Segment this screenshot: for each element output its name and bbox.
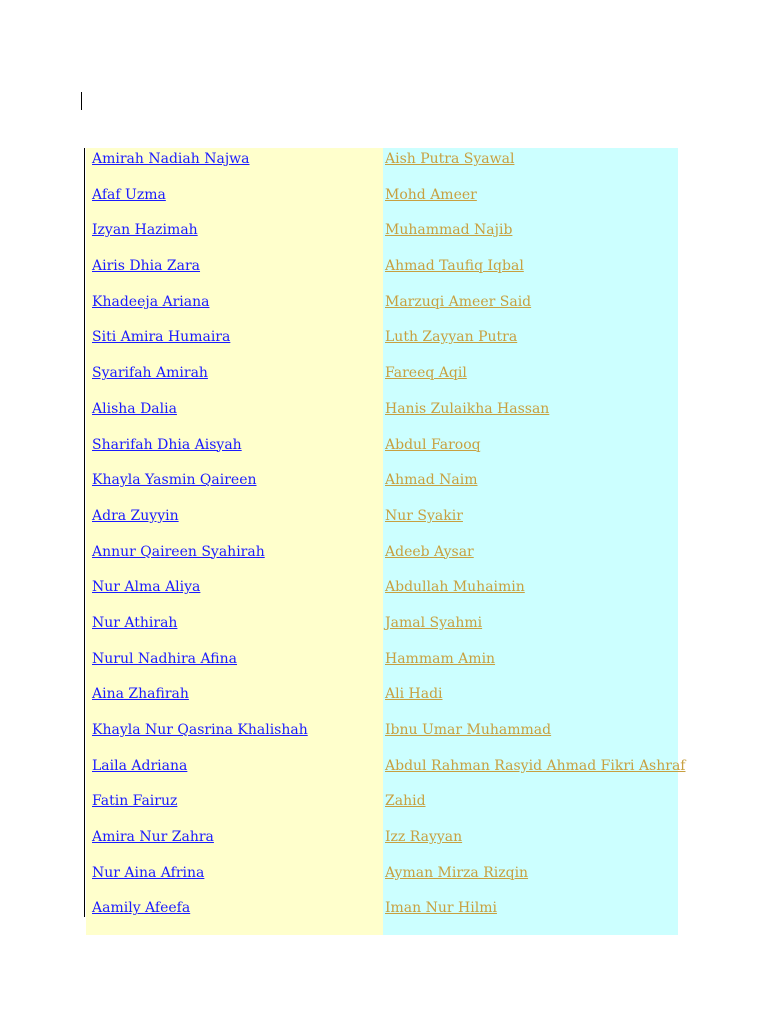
left-name-link[interactable]: Nur Athirah (92, 614, 178, 631)
right-name-cell (383, 543, 678, 579)
right-name-cell (383, 864, 678, 900)
right-name-link[interactable]: Fareeq Aqil (385, 365, 467, 382)
left-name-cell (86, 293, 383, 329)
left-name-cell (86, 685, 383, 721)
left-name-cell (86, 650, 383, 686)
left-name-link[interactable]: Afaf Uzma (92, 186, 166, 203)
right-name-cell (383, 257, 678, 293)
right-name-link[interactable]: Ayman Mirza Rizqin (385, 864, 529, 881)
left-name-link[interactable]: Nurul Nadhira Afina (92, 650, 238, 667)
right-name-cell (383, 828, 678, 864)
right-name-link[interactable]: Abdul Rahman Rasyid Ahmad Fikri Ashraf (385, 757, 686, 774)
left-name-link[interactable]: Khadeeja Ariana (92, 293, 210, 310)
right-name-cell (383, 685, 678, 721)
left-name-link[interactable]: Adra Zuyyin (92, 507, 179, 524)
left-name-cell (86, 899, 383, 935)
right-name-cell (383, 400, 678, 436)
left-name-link[interactable]: Siti Amira Humaira (92, 329, 231, 346)
right-name-cell (383, 471, 678, 507)
left-name-link[interactable]: Amira Nur Zahra (92, 829, 214, 846)
right-name-link[interactable]: Abdul Farooq (385, 436, 481, 453)
right-names-column (383, 148, 686, 935)
left-name-link[interactable]: Sharifah Dhia Aisyah (92, 436, 242, 453)
left-name-cell (86, 507, 383, 543)
right-name-cell (383, 578, 678, 614)
left-name-link[interactable]: Laila Adriana (92, 757, 188, 774)
right-name-link[interactable]: Mohd Ameer (385, 186, 477, 203)
left-name-link[interactable]: Izyan Hazimah (92, 222, 198, 239)
left-name-link[interactable]: Nur Alma Aliya (92, 579, 201, 596)
right-name-cell (383, 614, 678, 650)
left-name-cell (86, 578, 383, 614)
right-name-link[interactable]: Zahid (385, 793, 426, 810)
right-name-link[interactable]: Aish Putra Syawal (385, 151, 515, 167)
table-left-border (84, 148, 85, 917)
names-table (86, 148, 686, 917)
left-name-link[interactable]: Aina Zhafirah (92, 686, 189, 703)
left-name-link[interactable]: Annur Qaireen Syahirah (92, 543, 265, 560)
left-name-link[interactable]: Aamily Afeefa (92, 900, 191, 917)
right-name-link[interactable]: Ali Hadi (385, 686, 443, 703)
right-name-link[interactable]: Iman Nur Hilmi (385, 900, 497, 917)
left-name-cell (86, 364, 383, 400)
right-name-cell (383, 792, 678, 828)
right-name-cell (383, 899, 678, 935)
left-name-cell (86, 328, 383, 364)
left-name-cell (86, 400, 383, 436)
right-name-cell (383, 186, 678, 222)
right-name-link[interactable]: Ibnu Umar Muhammad (385, 722, 552, 738)
right-name-cell (383, 328, 678, 364)
right-name-link[interactable]: Marzuqi Ameer Said (385, 293, 532, 310)
right-name-link[interactable]: Adeeb Aysar (385, 543, 474, 560)
left-name-link[interactable]: Amirah Nadiah Najwa (92, 151, 250, 167)
left-name-cell (86, 828, 383, 864)
left-name-cell (86, 543, 383, 579)
right-name-link[interactable]: Izz Rayyan (385, 829, 463, 846)
right-name-link[interactable]: Hanis Zulaikha Hassan (385, 400, 550, 417)
right-name-link[interactable]: Ahmad Naim (385, 472, 478, 489)
left-name-link[interactable]: Airis Dhia Zara (92, 258, 201, 275)
right-name-link[interactable]: Abdullah Muhaimin (385, 579, 525, 596)
left-name-cell (86, 614, 383, 650)
left-name-link[interactable]: Syarifah Amirah (92, 365, 208, 382)
left-name-cell (86, 186, 383, 222)
right-name-link[interactable]: Jamal Syahmi (385, 614, 483, 631)
right-name-cell (383, 436, 678, 472)
left-name-link[interactable]: Nur Aina Afrina (92, 864, 205, 881)
right-name-link[interactable]: Muhammad Najib (385, 222, 513, 239)
text-cursor (81, 92, 82, 110)
right-name-link[interactable]: Luth Zayyan Putra (385, 329, 518, 346)
left-name-cell (86, 792, 383, 828)
left-name-cell (86, 436, 383, 472)
left-names-column (86, 148, 383, 935)
left-name-cell (86, 221, 383, 257)
right-name-cell (383, 221, 678, 257)
right-name-cell (383, 650, 678, 686)
right-name-cell (383, 364, 678, 400)
right-name-link[interactable]: Ahmad Taufiq Iqbal (385, 258, 524, 275)
left-name-cell (86, 471, 383, 507)
left-name-link[interactable]: Alisha Dalia (92, 400, 177, 417)
left-name-cell (86, 721, 383, 757)
left-name-cell (86, 150, 383, 186)
right-name-link[interactable]: Nur Syakir (385, 507, 463, 524)
right-name-cell (383, 757, 686, 793)
right-name-link[interactable]: Hammam Amin (385, 650, 496, 667)
right-name-cell (383, 721, 678, 757)
right-name-cell (383, 293, 678, 329)
left-name-link[interactable]: Fatin Fairuz (92, 793, 178, 810)
left-name-link[interactable]: Khayla Nur Qasrina Khalishah (92, 722, 308, 738)
right-name-cell (383, 150, 678, 186)
left-name-link[interactable]: Khayla Yasmin Qaireen (92, 472, 257, 489)
left-name-cell (86, 864, 383, 900)
left-name-cell (86, 257, 383, 293)
right-name-cell (383, 507, 678, 543)
left-name-cell (86, 757, 383, 793)
